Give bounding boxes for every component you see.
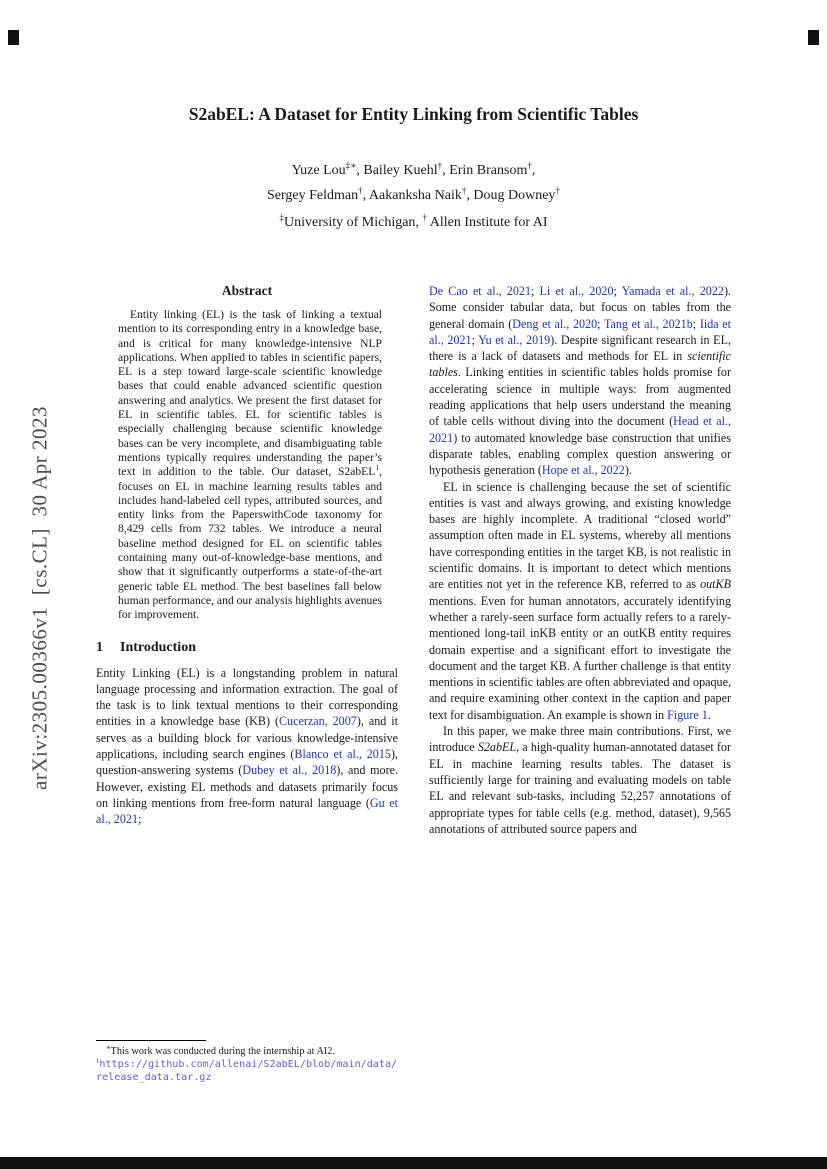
text-run: . — [707, 707, 711, 722]
text-run: Entity Linking (EL) is a longstanding problem in natural language processing and information extraction. The goal of the task is to link textual mentions to their corresponding entities in a knowledge base (KB) ( — [96, 665, 398, 729]
arxiv-banner: arXiv:2305.00366v1 [cs.CL] 30 Apr 2023 — [27, 406, 52, 790]
text-run: EL in science is challenging because the set of scientific entities is vast and always growing, and existing knowledge bases are highly incomplete. A traditional “closed world” assumption often made in EL systems, whereby all mentions have corresponding entities in the target KB, is not realistic in scientific domains. It is important to detect which mentions are entities not yet in the reference KB, referred to as — [429, 479, 731, 592]
citation-link[interactable]: Li et al., 2020 — [539, 284, 614, 298]
superscript: † — [437, 160, 443, 171]
superscript: † — [527, 160, 532, 171]
italic-text: outKB — [700, 577, 731, 592]
text-run: University of Michigan, — [284, 215, 423, 230]
section-number: 1 — [96, 639, 103, 655]
superscript: 1 — [96, 1057, 100, 1065]
italic-text: scientific tables — [429, 349, 731, 380]
text-run: , focuses on EL in machine learning results tables and includes hand-labeled cell types, attributed sources, and entity links from the PaperswithCode taxonomy for 8,429 cells from 732 tables. We introduce a neural baseline method designed for EL on scientific tables containing many out-of-knowledge-base mentions, and show that it significantly outperforms a state-of-the-art generic table EL method. The best baselines fall below human performance, and our analysis highlights avenues for improvement. — [118, 465, 382, 622]
text-run: ). Despite significant research in EL, there is a lack of datasets and methods for EL in — [429, 332, 731, 364]
text-run: ; — [597, 316, 604, 331]
citation-link[interactable]: Deng et al., 2020 — [512, 316, 598, 331]
citation-link[interactable]: De Cao et al., 2021 — [429, 284, 531, 298]
text-run: Sergey Feldman — [267, 188, 359, 203]
citation-link[interactable]: Hope et al., 2022 — [541, 463, 625, 478]
affiliation-line — [96, 210, 731, 235]
paragraph-contributions — [429, 723, 731, 837]
text-run: , a high-quality human-annotated dataset for EL in machine learning results tables. The dataset is sufficiently large for training and evaluating models on table EL and relevant sub-tasks, including 52,257 annotations of appropriate types for table cells (e.g. method, dataset), 9,565 annotations of attributed source papers and — [429, 740, 731, 836]
paragraph-continued-citations — [429, 283, 731, 479]
superscript: ∗ — [106, 1044, 111, 1052]
superscript: 1 — [375, 463, 380, 473]
footnote-block — [96, 1040, 398, 1084]
citation-link[interactable]: Blanco et al., 2015 — [294, 747, 391, 762]
text-run: , Aakanksha Naik — [362, 188, 462, 203]
text-run: ), and it serves as a building block for various knowledge-intensive applications, including search engines ( — [96, 714, 398, 762]
text-run: , Erin Bransom — [442, 163, 528, 178]
text-run: Allen Institute for AI — [426, 215, 548, 230]
superscript: † — [555, 185, 560, 196]
text-run: , Bailey Kuehl — [356, 163, 438, 178]
right-column — [429, 283, 731, 837]
authors-block — [96, 158, 731, 235]
text-run: ; — [471, 332, 479, 347]
text-run: ) to automated knowledge base construction that unifies disparate tables, enabling complex question answering or hypothesis generation ( — [429, 430, 731, 478]
intro-paragraph — [96, 665, 398, 828]
left-column — [96, 283, 398, 828]
url-link[interactable]: https://github.com/allenai/S2abEL/blob/main/data/release_data.tar.gz — [96, 1058, 398, 1083]
abstract-heading: Abstract — [221, 283, 273, 298]
text-run: ). Some consider tabular data, but focus on tables from the general domain ( — [429, 284, 731, 331]
text-run: Yuze Lou — [291, 163, 346, 178]
text-run: ), and more. However, existing EL methods and datasets primarily focus on linking mentions from free-form natural language ( — [96, 763, 399, 810]
corner-mark-right — [808, 30, 819, 45]
text-run: Entity linking (EL) is the task of linking a textual mention to its corresponding entry in a knowledge base, and is critical for many knowledge-intensive NLP applications. When applied to tables in scientific papers, EL is a step toward large-scale scientific knowledge bases that could enable advanced scientific question answering and analytics. We present the first dataset for EL in scientific tables. EL for scientific tables is especially challenging because scientific knowledge bases can be very incomplete, and disambiguating table mentions typically requires understanding the paper’s text in addition to the table. Our dataset, S2abEL — [118, 308, 382, 479]
section-title: Introduction — [120, 639, 196, 655]
paper-title: S2abEL: A Dataset for Entity Linking from Scientific Tables — [188, 104, 639, 124]
citation-link[interactable]: Cucerzan, 2007 — [278, 714, 357, 729]
superscript: † — [461, 185, 467, 196]
corner-mark-left — [8, 30, 19, 45]
author-line-1 — [96, 158, 731, 183]
text-run: In this paper, we make three main contributions. First, we introduce — [429, 724, 731, 755]
footnote-release-url[interactable] — [96, 1059, 398, 1085]
superscript: ‡ — [279, 212, 285, 223]
text-run: , — [531, 163, 536, 178]
text-run: ; — [138, 812, 142, 827]
citation-link[interactable]: Yu et al., 2019 — [478, 332, 551, 347]
text-run: . Linking entities in scientific tables holds promise for accelerating science in multiple ways: from augmented reading applications that help users understand the meaning of table cells without diving into the document ( — [429, 365, 731, 429]
ref-link[interactable]: Figure 1 — [667, 707, 708, 722]
text-run: ). — [624, 463, 632, 478]
superscript: ‡∗ — [345, 160, 357, 171]
text-run: ; — [531, 284, 540, 298]
text-run: ; — [692, 316, 700, 331]
superscript: † — [422, 212, 427, 223]
citation-link[interactable]: Iida et al., 2021 — [429, 316, 732, 347]
section-heading-introduction — [96, 640, 398, 656]
italic-text: S2abEL — [477, 740, 517, 755]
text-run: This work was conducted during the internship at AI2. — [110, 1046, 336, 1057]
citation-link[interactable]: Tang et al., 2021b — [604, 316, 693, 331]
abstract-body — [118, 308, 382, 623]
text-run: mentions. Even for human annotators, accurately identifying whether a rarely-seen surface form actually refers to a rarely-mentioned long-tail inKB entity or an outKB entity requires domain expertise and a significant effort to investigate the document and the target KB. A further challenge is that entity mentions in scientific tables are often abbreviated and opaque, and require examining other context in the caption and paper text for disambiguation. An example is shown in — [429, 593, 731, 722]
citation-link[interactable]: Gu et al., 2021 — [96, 795, 398, 827]
footnote-separator — [96, 1040, 206, 1041]
footnote-acknowledgement — [96, 1046, 398, 1059]
paragraph-el-in-science — [429, 479, 731, 723]
text-run: ), question-answering systems ( — [96, 747, 398, 778]
author-line-2 — [96, 183, 731, 208]
citation-link[interactable]: Head et al., 2021 — [429, 414, 731, 445]
text-run: , Doug Downey — [466, 188, 556, 203]
text-run: ; — [613, 284, 622, 298]
citation-link[interactable]: Yamada et al., 2022 — [621, 284, 724, 298]
citation-link[interactable]: Dubey et al., 2018 — [242, 763, 337, 778]
superscript: † — [358, 185, 363, 196]
bottom-scan-bar — [0, 1157, 827, 1169]
